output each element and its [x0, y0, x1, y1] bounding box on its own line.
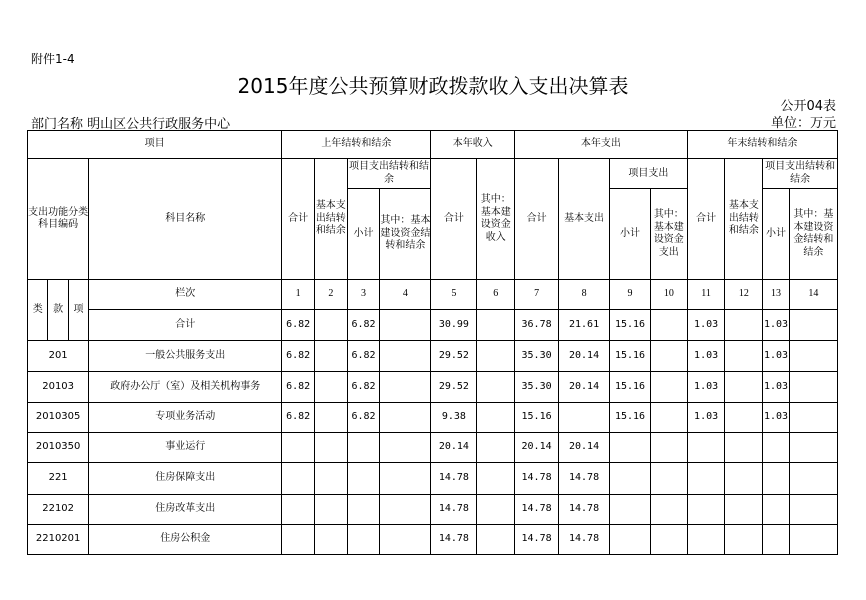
row-name: 一般公共服务支出	[89, 341, 282, 371]
cell	[282, 494, 315, 524]
cell	[763, 524, 790, 554]
table-row	[28, 371, 838, 402]
cell: 14.78	[515, 463, 559, 494]
cell	[610, 463, 651, 494]
col-number: 6	[477, 280, 515, 310]
cell	[725, 463, 763, 494]
header-prev-basic: 基本支出结转和结余	[314, 159, 347, 280]
form-code: 公开04表	[780, 99, 836, 114]
col-number: 8	[559, 280, 610, 310]
header-end-balance: 年末结转和结余	[687, 131, 837, 159]
cell	[347, 433, 380, 463]
cell: 29.52	[431, 371, 477, 402]
cell: 1.03	[687, 402, 725, 432]
cell: 1.03	[763, 341, 790, 371]
cell	[725, 371, 763, 402]
row-name: 住房公积金	[89, 524, 282, 554]
cell: 9.38	[431, 402, 477, 432]
cell: 14.78	[515, 494, 559, 524]
cell	[789, 433, 837, 463]
cell: 35.30	[515, 371, 559, 402]
header-func-code: 支出功能分类科目编码	[28, 159, 89, 280]
header-prev-balance: 上年结转和结余	[282, 131, 431, 159]
header-income: 本年收入	[431, 131, 515, 159]
header-exp-total: 合计	[515, 159, 559, 280]
cell	[763, 494, 790, 524]
cell	[380, 524, 431, 554]
cell	[314, 463, 347, 494]
header-exp-infra: 其中：基本建设资金支出	[650, 189, 687, 280]
cell: 6.82	[282, 402, 315, 432]
header-prev-subtotal: 小计	[347, 189, 380, 280]
cell	[789, 494, 837, 524]
row-code: 221	[28, 463, 89, 494]
cell	[314, 433, 347, 463]
cell	[725, 494, 763, 524]
cell	[477, 433, 515, 463]
cell	[789, 310, 837, 341]
cell	[380, 463, 431, 494]
cell	[347, 494, 380, 524]
header-income-total: 合计	[431, 159, 477, 280]
cell: 14.78	[431, 524, 477, 554]
cell: 1.03	[763, 310, 790, 341]
header-item: 项目	[28, 131, 282, 159]
col-number: 13	[763, 280, 790, 310]
header-prev-infra: 其中：基本建设资金结转和结余	[380, 189, 431, 280]
cell	[650, 494, 687, 524]
cell	[380, 433, 431, 463]
cell	[725, 310, 763, 341]
cell	[650, 524, 687, 554]
row-code: 20103	[28, 371, 89, 402]
cell	[687, 463, 725, 494]
header-expend: 本年支出	[515, 131, 688, 159]
cell: 35.30	[515, 341, 559, 371]
cell	[763, 433, 790, 463]
department-name: 明山区公共行政服务中心	[87, 117, 231, 132]
cell	[282, 524, 315, 554]
cell	[477, 494, 515, 524]
budget-table	[27, 130, 838, 555]
cell	[650, 310, 687, 341]
department-label: 部门名称	[31, 117, 84, 132]
header-exp-basic: 基本支出	[559, 159, 610, 280]
cell	[314, 310, 347, 341]
table-row	[28, 402, 838, 432]
cell	[789, 341, 837, 371]
document-title: 2015年度公共预算财政拨款收入支出决算表	[237, 74, 629, 98]
cell	[380, 494, 431, 524]
table-row	[28, 494, 838, 524]
cell	[477, 371, 515, 402]
cell: 6.82	[347, 402, 380, 432]
cell	[687, 524, 725, 554]
lanci-row	[28, 280, 838, 310]
col-number: 10	[650, 280, 687, 310]
header-exp-proj: 项目支出	[610, 159, 688, 189]
cell: 15.16	[610, 310, 651, 341]
header-prev-total: 合计	[282, 159, 315, 280]
col-number: 3	[347, 280, 380, 310]
col-number: 7	[515, 280, 559, 310]
cell	[725, 341, 763, 371]
cell	[347, 524, 380, 554]
table-row	[28, 433, 838, 463]
cell	[687, 494, 725, 524]
row-name: 住房保障支出	[89, 463, 282, 494]
table-row	[28, 524, 838, 554]
cell	[380, 341, 431, 371]
cell: 14.78	[559, 463, 610, 494]
cell	[314, 371, 347, 402]
cell	[477, 341, 515, 371]
cell	[477, 402, 515, 432]
cell: 14.78	[515, 524, 559, 554]
cell	[282, 463, 315, 494]
col-number: 14	[789, 280, 837, 310]
unit-label: 单位：万元	[770, 116, 836, 131]
header-lei: 类	[28, 280, 48, 341]
col-number: 1	[282, 280, 315, 310]
cell: 20.14	[431, 433, 477, 463]
header-row-2	[28, 159, 838, 189]
cell: 29.52	[431, 341, 477, 371]
row-name: 事业运行	[89, 433, 282, 463]
cell: 15.16	[515, 402, 559, 432]
cell	[314, 494, 347, 524]
cell: 1.03	[763, 371, 790, 402]
col-number: 2	[314, 280, 347, 310]
table-row-total	[28, 310, 838, 341]
row-code: 2010350	[28, 433, 89, 463]
col-number: 4	[380, 280, 431, 310]
cell: 20.14	[559, 433, 610, 463]
cell: 15.16	[610, 371, 651, 402]
cell	[610, 433, 651, 463]
header-end-infra: 其中：基本建设资金结转和结余	[789, 189, 837, 280]
cell	[650, 341, 687, 371]
cell	[380, 402, 431, 432]
cell	[477, 524, 515, 554]
cell: 30.99	[431, 310, 477, 341]
row-name: 政府办公厅（室）及相关机构事务	[89, 371, 282, 402]
cell: 1.03	[687, 310, 725, 341]
row-code: 2210201	[28, 524, 89, 554]
cell: 20.14	[559, 371, 610, 402]
cell: 14.78	[559, 494, 610, 524]
cell: 1.03	[687, 341, 725, 371]
header-end-basic: 基本支出结转和结余	[725, 159, 763, 280]
col-number: 9	[610, 280, 651, 310]
cell	[477, 463, 515, 494]
row-code: 2010305	[28, 402, 89, 432]
header-end-proj: 项目支出结转和结余	[763, 159, 838, 189]
cell	[725, 433, 763, 463]
table-row	[28, 341, 838, 371]
cell	[789, 371, 837, 402]
cell: 6.82	[282, 310, 315, 341]
table-row	[28, 463, 838, 494]
cell	[477, 310, 515, 341]
cell	[789, 402, 837, 432]
cell	[610, 494, 651, 524]
cell	[314, 402, 347, 432]
row-name: 住房改革支出	[89, 494, 282, 524]
row-name: 专项业务活动	[89, 402, 282, 432]
header-lanci: 栏次	[89, 280, 282, 310]
cell	[789, 524, 837, 554]
row-code: 201	[28, 341, 89, 371]
col-number: 12	[725, 280, 763, 310]
cell	[314, 524, 347, 554]
header-end-total: 合计	[687, 159, 725, 280]
header-subject-name: 科目名称	[89, 159, 282, 280]
cell	[610, 524, 651, 554]
cell: 20.14	[559, 341, 610, 371]
cell: 6.82	[347, 341, 380, 371]
cell	[347, 463, 380, 494]
cell: 1.03	[763, 402, 790, 432]
header-end-subtotal: 小计	[763, 189, 790, 280]
cell: 6.82	[282, 341, 315, 371]
cell	[687, 433, 725, 463]
header-xiang: 项	[68, 280, 88, 341]
cell	[650, 371, 687, 402]
cell	[650, 433, 687, 463]
cell	[650, 463, 687, 494]
col-number: 11	[687, 280, 725, 310]
attachment-label: 附件1-4	[31, 52, 75, 66]
cell	[650, 402, 687, 432]
header-prev-proj: 项目支出结转和结余	[347, 159, 431, 189]
cell: 14.78	[431, 463, 477, 494]
cell	[282, 433, 315, 463]
cell	[725, 524, 763, 554]
cell: 36.78	[515, 310, 559, 341]
cell: 6.82	[347, 371, 380, 402]
cell	[725, 402, 763, 432]
row-name: 合计	[89, 310, 282, 341]
cell	[380, 310, 431, 341]
cell: 6.82	[282, 371, 315, 402]
cell: 1.03	[687, 371, 725, 402]
cell	[763, 463, 790, 494]
cell: 14.78	[559, 524, 610, 554]
header-income-infra: 其中：基本建设资金收入	[477, 159, 515, 280]
cell	[789, 463, 837, 494]
cell	[559, 402, 610, 432]
row-code: 22102	[28, 494, 89, 524]
cell	[380, 371, 431, 402]
header-exp-subtotal: 小计	[610, 189, 651, 280]
cell: 15.16	[610, 402, 651, 432]
cell: 15.16	[610, 341, 651, 371]
cell: 14.78	[431, 494, 477, 524]
cell: 20.14	[515, 433, 559, 463]
header-row-1	[28, 131, 838, 159]
header-kuan: 款	[48, 280, 68, 341]
cell: 21.61	[559, 310, 610, 341]
cell: 6.82	[347, 310, 380, 341]
col-number: 5	[431, 280, 477, 310]
cell	[314, 341, 347, 371]
